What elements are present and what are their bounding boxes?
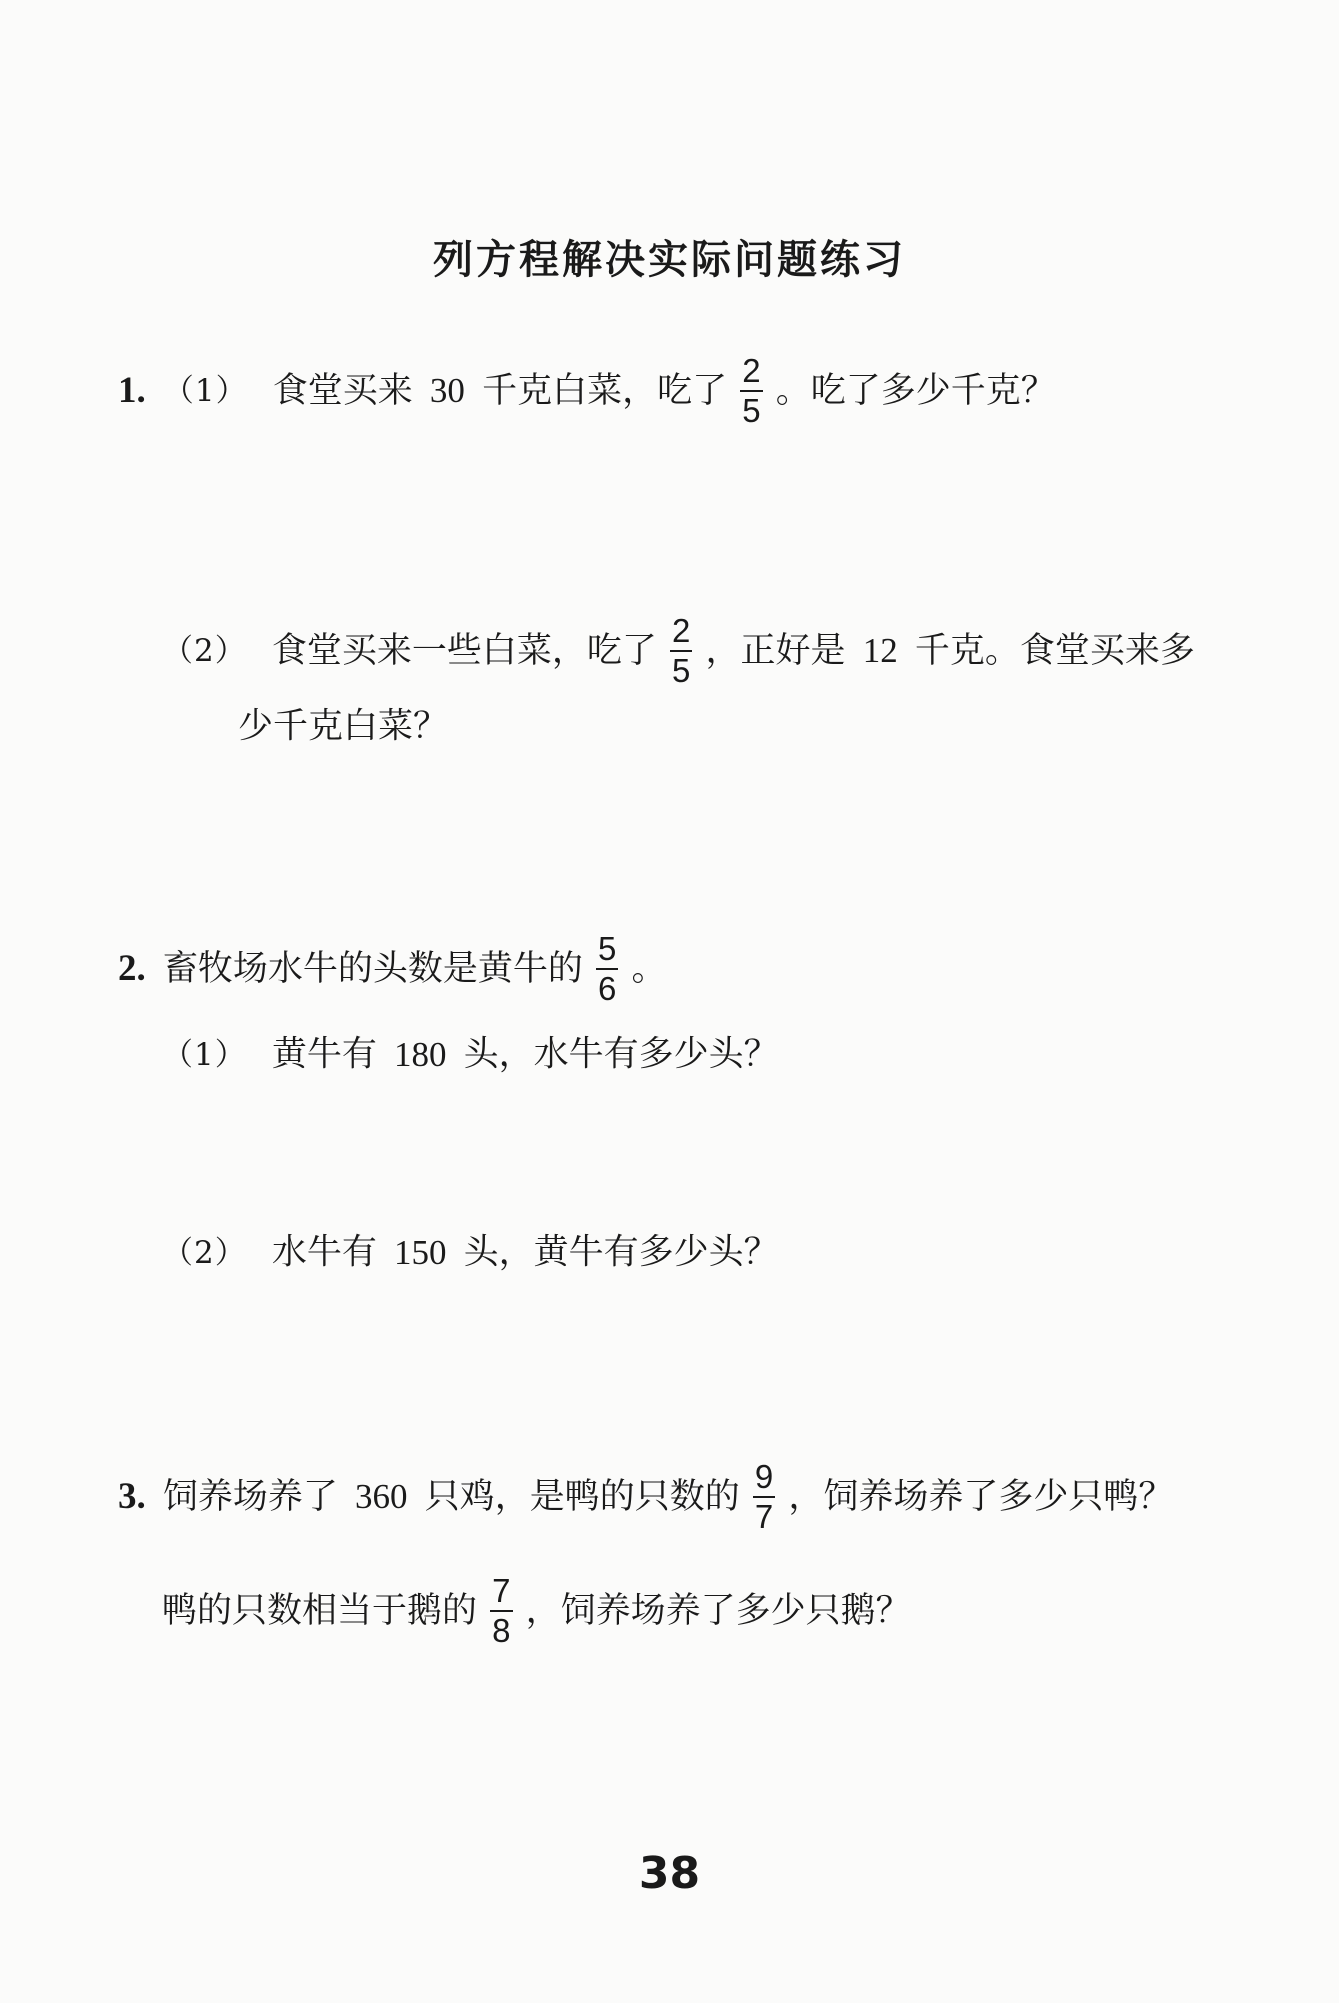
quantity: 180 <box>394 1034 447 1074</box>
page-title: 列方程解决实际问题练习 <box>433 237 906 283</box>
part-label: （2） <box>162 633 247 669</box>
question-text: 畜牧场水牛的头数是黄牛的 <box>162 949 583 989</box>
question-text: ，正好是 <box>705 631 846 671</box>
fraction <box>596 930 618 1008</box>
question-text: 千克白菜，吃了 <box>482 371 728 411</box>
question-text: 食堂买来 <box>272 371 413 411</box>
question-text: 。吃了多少千克？ <box>775 371 1056 411</box>
fraction <box>670 612 692 690</box>
fraction-denominator: 6 <box>598 970 617 1007</box>
question-text: ，饲养场养了多少只鸭？ <box>788 1477 1174 1517</box>
fraction-numerator: 2 <box>670 612 692 652</box>
question-number: 1. <box>118 370 146 411</box>
quantity: 12 <box>862 631 898 670</box>
question-1-part-2-continued <box>238 700 448 750</box>
question-2-part-2 <box>162 1226 779 1276</box>
question-text: 千克。食堂买来多 <box>914 631 1195 671</box>
question-text: 少千克白菜？ <box>238 706 449 747</box>
question-text: 只鸡，是鸭的只数的 <box>424 1477 740 1517</box>
fraction <box>740 352 762 430</box>
question-2-part-1 <box>162 1028 779 1078</box>
fraction <box>753 1458 775 1536</box>
question-text: 黄牛有 <box>271 1034 377 1075</box>
fraction <box>490 1572 512 1650</box>
question-text: 水牛有 <box>271 1232 377 1273</box>
question-1-part-1 <box>118 352 1056 429</box>
quantity: 150 <box>394 1232 447 1272</box>
question-text: 鸭的只数相当于鹅的 <box>162 1591 478 1631</box>
quantity: 360 <box>355 1477 408 1516</box>
question-text: 头，水牛有多少头？ <box>463 1034 779 1075</box>
question-number: 2. <box>118 948 146 989</box>
question-text: 饲养场养了 <box>162 1477 338 1517</box>
fraction-numerator: 2 <box>740 352 762 392</box>
fraction-numerator: 7 <box>490 1572 512 1612</box>
fraction-denominator: 5 <box>742 392 761 429</box>
question-text: 。 <box>631 949 667 989</box>
fraction-numerator: 9 <box>753 1458 775 1498</box>
question-text: 食堂买来一些白菜，吃了 <box>271 631 657 671</box>
part-label: （1） <box>162 1036 247 1073</box>
question-3-line-2 <box>162 1572 911 1649</box>
part-label: （2） <box>162 1234 247 1271</box>
page-number: 38 <box>638 1848 701 1899</box>
question-text: ，饲养场养了多少只鹅？ <box>525 1591 911 1631</box>
question-1-part-2 <box>162 612 1195 689</box>
question-text: 头，黄牛有多少头？ <box>463 1232 779 1273</box>
fraction-numerator: 5 <box>596 930 618 970</box>
fraction-denominator: 8 <box>492 1612 511 1649</box>
question-2-stem <box>118 930 667 1007</box>
quantity: 30 <box>429 371 465 410</box>
question-3-line-1 <box>118 1458 1174 1535</box>
fraction-denominator: 5 <box>672 652 691 689</box>
fraction-denominator: 7 <box>754 1498 774 1535</box>
question-number: 3. <box>118 1476 146 1517</box>
part-label: （1） <box>162 373 248 409</box>
